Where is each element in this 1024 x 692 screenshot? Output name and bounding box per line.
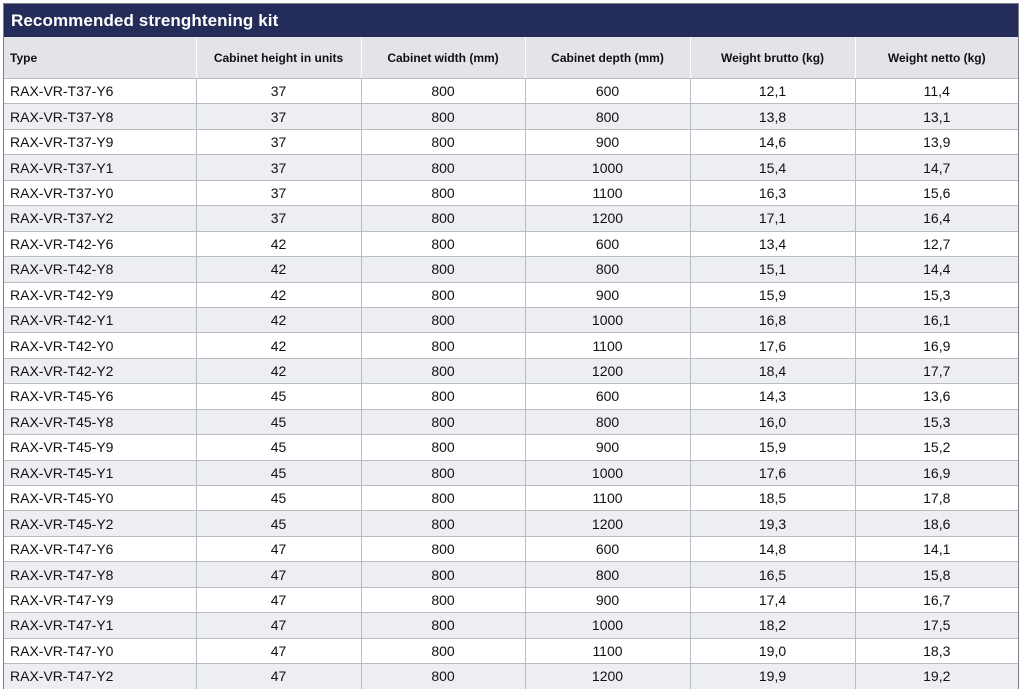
cell-type: RAX-VR-T45-Y2 — [4, 511, 196, 536]
cell-weight-brutto: 19,3 — [690, 511, 855, 536]
cell-depth: 800 — [525, 409, 690, 434]
cell-height-units: 45 — [196, 511, 361, 536]
table-row — [4, 409, 1018, 434]
cell-width: 800 — [361, 104, 525, 129]
cell-weight-netto: 19,2 — [855, 664, 1018, 689]
cell-type: RAX-VR-T37-Y6 — [4, 79, 196, 104]
cell-type: RAX-VR-T45-Y9 — [4, 435, 196, 460]
cell-weight-brutto: 19,0 — [690, 638, 855, 663]
cell-weight-brutto: 14,8 — [690, 536, 855, 561]
cell-weight-netto: 17,5 — [855, 613, 1018, 638]
cell-weight-netto: 14,7 — [855, 155, 1018, 180]
cell-type: RAX-VR-T37-Y1 — [4, 155, 196, 180]
cell-width: 800 — [361, 409, 525, 434]
cell-depth: 600 — [525, 231, 690, 256]
cell-type: RAX-VR-T45-Y6 — [4, 384, 196, 409]
spec-table-panel — [3, 3, 1019, 689]
cell-type: RAX-VR-T42-Y1 — [4, 307, 196, 332]
cell-type: RAX-VR-T47-Y2 — [4, 664, 196, 689]
table-row — [4, 460, 1018, 485]
table-row — [4, 536, 1018, 561]
cell-weight-netto: 14,1 — [855, 536, 1018, 561]
cell-depth: 800 — [525, 257, 690, 282]
cell-weight-brutto: 15,9 — [690, 435, 855, 460]
cell-weight-netto: 13,1 — [855, 104, 1018, 129]
column-header-depth: Cabinet depth (mm) — [525, 37, 690, 79]
table-header — [4, 37, 1018, 79]
cell-depth: 1000 — [525, 155, 690, 180]
cell-height-units: 45 — [196, 384, 361, 409]
cell-width: 800 — [361, 180, 525, 205]
table-row — [4, 486, 1018, 511]
cell-height-units: 45 — [196, 486, 361, 511]
cell-type: RAX-VR-T42-Y2 — [4, 358, 196, 383]
cell-depth: 900 — [525, 282, 690, 307]
cell-weight-netto: 13,6 — [855, 384, 1018, 409]
cell-width: 800 — [361, 664, 525, 689]
cell-depth: 1000 — [525, 613, 690, 638]
cell-width: 800 — [361, 155, 525, 180]
cell-width: 800 — [361, 435, 525, 460]
cell-weight-netto: 17,8 — [855, 486, 1018, 511]
cell-type: RAX-VR-T45-Y8 — [4, 409, 196, 434]
cell-width: 800 — [361, 282, 525, 307]
cell-width: 800 — [361, 638, 525, 663]
cell-weight-brutto: 16,8 — [690, 307, 855, 332]
table-row — [4, 79, 1018, 104]
cell-depth: 900 — [525, 129, 690, 154]
cell-height-units: 45 — [196, 409, 361, 434]
cell-height-units: 37 — [196, 104, 361, 129]
cell-weight-brutto: 15,1 — [690, 257, 855, 282]
cell-weight-netto: 16,4 — [855, 206, 1018, 231]
table-row — [4, 282, 1018, 307]
table-title: Recommended strenghtening kit — [4, 4, 1018, 37]
header-row — [4, 37, 1018, 79]
cell-width: 800 — [361, 333, 525, 358]
cell-weight-netto: 18,3 — [855, 638, 1018, 663]
table-row — [4, 104, 1018, 129]
spec-table — [4, 37, 1018, 689]
cell-depth: 600 — [525, 79, 690, 104]
table-row — [4, 613, 1018, 638]
cell-weight-brutto: 13,8 — [690, 104, 855, 129]
cell-weight-netto: 15,2 — [855, 435, 1018, 460]
cell-depth: 900 — [525, 587, 690, 612]
column-header-width: Cabinet width (mm) — [361, 37, 525, 79]
cell-depth: 1000 — [525, 307, 690, 332]
cell-depth: 1200 — [525, 358, 690, 383]
cell-type: RAX-VR-T45-Y0 — [4, 486, 196, 511]
cell-depth: 1100 — [525, 180, 690, 205]
cell-width: 800 — [361, 307, 525, 332]
cell-type: RAX-VR-T47-Y8 — [4, 562, 196, 587]
column-header-height: Cabinet height in units — [196, 37, 361, 79]
cell-weight-brutto: 16,5 — [690, 562, 855, 587]
cell-type: RAX-VR-T47-Y9 — [4, 587, 196, 612]
cell-height-units: 37 — [196, 206, 361, 231]
table-row — [4, 358, 1018, 383]
cell-height-units: 47 — [196, 587, 361, 612]
cell-weight-netto: 16,7 — [855, 587, 1018, 612]
cell-width: 800 — [361, 587, 525, 612]
cell-depth: 1000 — [525, 460, 690, 485]
cell-weight-netto: 14,4 — [855, 257, 1018, 282]
cell-height-units: 42 — [196, 307, 361, 332]
cell-weight-brutto: 14,6 — [690, 129, 855, 154]
table-row — [4, 129, 1018, 154]
cell-weight-brutto: 16,0 — [690, 409, 855, 434]
cell-weight-brutto: 19,9 — [690, 664, 855, 689]
cell-height-units: 37 — [196, 155, 361, 180]
cell-depth: 1100 — [525, 486, 690, 511]
cell-width: 800 — [361, 79, 525, 104]
table-row — [4, 333, 1018, 358]
cell-weight-netto: 15,3 — [855, 282, 1018, 307]
cell-width: 800 — [361, 231, 525, 256]
cell-width: 800 — [361, 511, 525, 536]
cell-weight-netto: 12,7 — [855, 231, 1018, 256]
cell-weight-brutto: 13,4 — [690, 231, 855, 256]
cell-type: RAX-VR-T42-Y9 — [4, 282, 196, 307]
cell-weight-netto: 13,9 — [855, 129, 1018, 154]
cell-type: RAX-VR-T45-Y1 — [4, 460, 196, 485]
table-row — [4, 384, 1018, 409]
cell-width: 800 — [361, 129, 525, 154]
table-row — [4, 587, 1018, 612]
cell-width: 800 — [361, 486, 525, 511]
cell-type: RAX-VR-T47-Y0 — [4, 638, 196, 663]
cell-height-units: 42 — [196, 257, 361, 282]
cell-depth: 1200 — [525, 206, 690, 231]
cell-type: RAX-VR-T37-Y0 — [4, 180, 196, 205]
cell-weight-netto: 15,8 — [855, 562, 1018, 587]
table-row — [4, 180, 1018, 205]
cell-weight-brutto: 18,2 — [690, 613, 855, 638]
table-row — [4, 562, 1018, 587]
cell-width: 800 — [361, 206, 525, 231]
column-header-weight-brutto: Weight brutto (kg) — [690, 37, 855, 79]
table-row — [4, 155, 1018, 180]
cell-type: RAX-VR-T47-Y1 — [4, 613, 196, 638]
cell-width: 800 — [361, 562, 525, 587]
cell-height-units: 47 — [196, 536, 361, 561]
table-row — [4, 638, 1018, 663]
cell-weight-netto: 11,4 — [855, 79, 1018, 104]
cell-height-units: 47 — [196, 664, 361, 689]
cell-weight-brutto: 18,5 — [690, 486, 855, 511]
cell-height-units: 42 — [196, 358, 361, 383]
cell-height-units: 47 — [196, 562, 361, 587]
cell-type: RAX-VR-T37-Y2 — [4, 206, 196, 231]
column-header-weight-netto: Weight netto (kg) — [855, 37, 1018, 79]
cell-width: 800 — [361, 257, 525, 282]
cell-height-units: 42 — [196, 231, 361, 256]
cell-depth: 600 — [525, 536, 690, 561]
cell-weight-netto: 16,9 — [855, 460, 1018, 485]
table-row — [4, 664, 1018, 689]
cell-depth: 1100 — [525, 333, 690, 358]
cell-type: RAX-VR-T37-Y9 — [4, 129, 196, 154]
cell-height-units: 45 — [196, 435, 361, 460]
table-row — [4, 231, 1018, 256]
cell-depth: 1100 — [525, 638, 690, 663]
cell-weight-brutto: 18,4 — [690, 358, 855, 383]
cell-width: 800 — [361, 460, 525, 485]
cell-width: 800 — [361, 613, 525, 638]
cell-depth: 800 — [525, 562, 690, 587]
cell-weight-brutto: 17,1 — [690, 206, 855, 231]
cell-height-units: 47 — [196, 638, 361, 663]
cell-weight-netto: 18,6 — [855, 511, 1018, 536]
cell-depth: 900 — [525, 435, 690, 460]
cell-height-units: 45 — [196, 460, 361, 485]
cell-height-units: 42 — [196, 282, 361, 307]
cell-weight-brutto: 17,6 — [690, 333, 855, 358]
cell-depth: 1200 — [525, 511, 690, 536]
cell-height-units: 42 — [196, 333, 361, 358]
table-row — [4, 511, 1018, 536]
cell-height-units: 47 — [196, 613, 361, 638]
cell-width: 800 — [361, 536, 525, 561]
cell-depth: 1200 — [525, 664, 690, 689]
cell-weight-netto: 15,6 — [855, 180, 1018, 205]
cell-height-units: 37 — [196, 129, 361, 154]
cell-weight-brutto: 17,4 — [690, 587, 855, 612]
cell-weight-netto: 17,7 — [855, 358, 1018, 383]
cell-height-units: 37 — [196, 180, 361, 205]
table-body — [4, 79, 1018, 689]
table-row — [4, 435, 1018, 460]
table-row — [4, 307, 1018, 332]
cell-height-units: 37 — [196, 79, 361, 104]
cell-weight-netto: 15,3 — [855, 409, 1018, 434]
cell-weight-netto: 16,9 — [855, 333, 1018, 358]
cell-width: 800 — [361, 384, 525, 409]
table-row — [4, 257, 1018, 282]
cell-weight-brutto: 14,3 — [690, 384, 855, 409]
cell-type: RAX-VR-T42-Y0 — [4, 333, 196, 358]
cell-weight-netto: 16,1 — [855, 307, 1018, 332]
cell-width: 800 — [361, 358, 525, 383]
cell-depth: 600 — [525, 384, 690, 409]
cell-type: RAX-VR-T42-Y8 — [4, 257, 196, 282]
table-row — [4, 206, 1018, 231]
cell-weight-brutto: 17,6 — [690, 460, 855, 485]
cell-weight-brutto: 15,9 — [690, 282, 855, 307]
cell-weight-brutto: 15,4 — [690, 155, 855, 180]
column-header-type: Type — [4, 37, 196, 79]
cell-weight-brutto: 12,1 — [690, 79, 855, 104]
cell-type: RAX-VR-T42-Y6 — [4, 231, 196, 256]
cell-type: RAX-VR-T37-Y8 — [4, 104, 196, 129]
cell-depth: 800 — [525, 104, 690, 129]
cell-type: RAX-VR-T47-Y6 — [4, 536, 196, 561]
cell-weight-brutto: 16,3 — [690, 180, 855, 205]
